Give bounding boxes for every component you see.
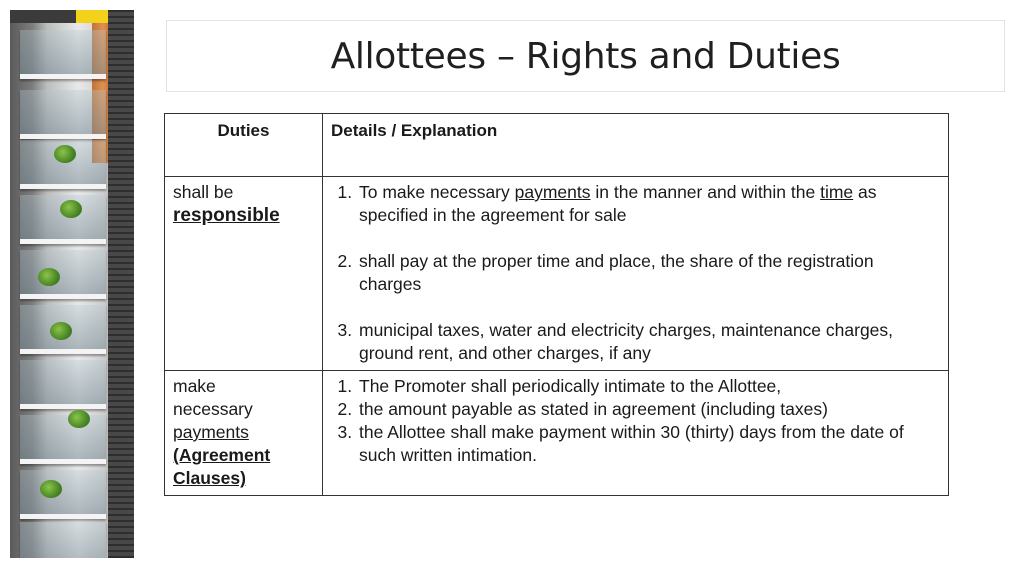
balcony (20, 30, 106, 79)
plant (38, 268, 60, 286)
duty-prefix: shall be (173, 182, 234, 202)
list-item: 2. shall pay at the proper time and place, the share of the registration charges (357, 250, 940, 296)
item-text: To make necessary (359, 182, 515, 202)
table-row (165, 371, 949, 496)
balcony (20, 522, 106, 558)
table-header-row (165, 114, 949, 177)
duty-line: make (173, 376, 216, 396)
details-cell (323, 177, 949, 371)
plant (54, 145, 76, 163)
list-item: 3. municipal taxes, water and electricity charges, maintenance charges, ground rent, and other charges, if any (357, 319, 940, 365)
details-list (331, 181, 940, 365)
duty-cell (165, 177, 323, 371)
page-title: Allottees – Rights and Duties (330, 35, 841, 77)
balcony (20, 360, 106, 409)
time-link: time (820, 182, 854, 202)
item-text: as specified in the agreement for sale (359, 182, 877, 225)
item-text: in the manner and within the (590, 182, 821, 202)
title-box (166, 20, 1005, 92)
payments-link: payments (514, 182, 591, 202)
building-side-wall (108, 10, 134, 558)
plant (50, 322, 72, 340)
balcony (20, 415, 106, 464)
table-row (165, 177, 949, 371)
balcony (20, 250, 106, 299)
list-item: 1. The Promoter shall periodically intimate to the Allottee, (357, 375, 940, 398)
building-illustration (10, 10, 134, 558)
duty-emphasis: responsible (173, 205, 280, 226)
header-details: Details / Explanation (323, 114, 949, 177)
details-list (331, 375, 940, 467)
duties-table (164, 113, 949, 496)
list-item: 2. the amount payable as stated in agreement (including taxes) (357, 398, 940, 421)
duty-emphasis: (Agreement Clauses) (173, 445, 271, 488)
header-duties: Duties (165, 114, 323, 177)
list-item: 3. the Allottee shall make payment within 30 (thirty) days from the date of such written intimation. (357, 421, 940, 467)
duty-line: necessary (173, 399, 253, 419)
building-roof (10, 10, 76, 23)
details-cell (323, 371, 949, 496)
list-item (357, 181, 940, 227)
duty-payments-link: payments (173, 422, 249, 442)
balcony (20, 90, 106, 139)
plant (40, 480, 62, 498)
plant (60, 200, 82, 218)
balcony (20, 470, 106, 519)
duty-cell (165, 371, 323, 496)
plant (68, 410, 90, 428)
